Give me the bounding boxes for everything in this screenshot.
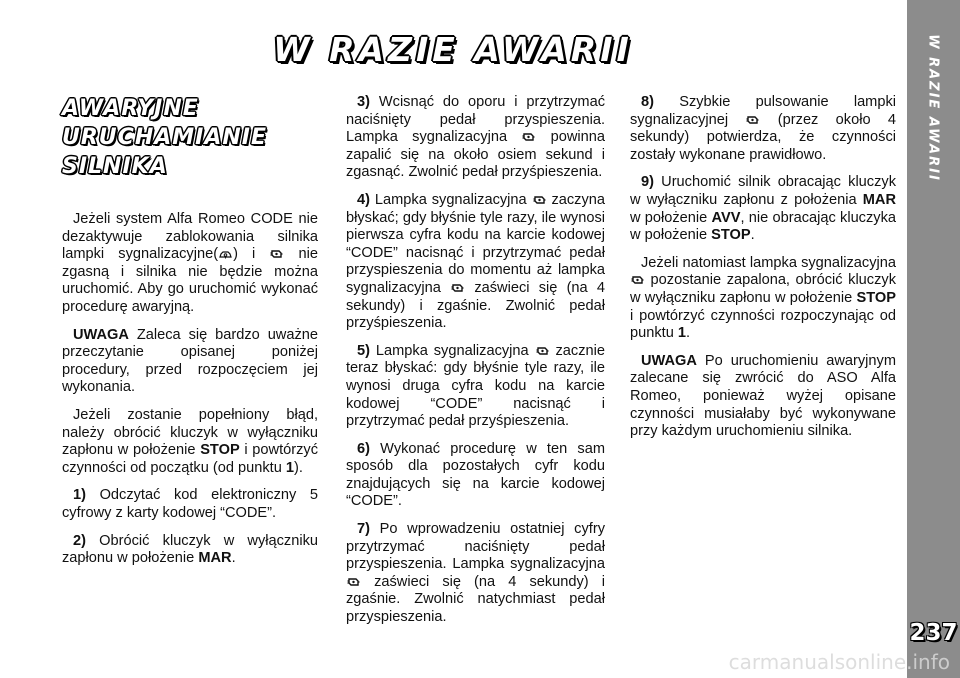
engine-injection-icon — [746, 115, 759, 125]
engine-injection-icon — [347, 577, 360, 587]
step-1: 1) Odczytać kod elektroniczny 5 cyfrowy z karty kodowej “CODE”. — [62, 487, 318, 521]
step-8: 8) Szybkie pulsowanie lampki sygnalizacyjnej (przez około 4 sekundy) potwierdza, że czynności zostały wykonane prawidłowo. — [630, 94, 896, 163]
warning-paragraph: UWAGA Zaleca się bardzo uważne przeczytanie opisanej poniżej procedury, przed rozpoczęciem jej wykonania. — [62, 326, 318, 396]
step-6: 6) Wykonać procedurę w ten sam sposób dla pozostałych cyfr kodu znajdujących się na karcie kodowej “CODE”. — [346, 440, 605, 510]
step-3: 3) Wcisnąć do oporu i przytrzymać naciśnięty pedał przyspieszenia. Lampka sygnalizacyjna powinna zapalić się na około osiem sekund i zgasnąć. Zwolnić pedał przyśpieszenia. — [346, 94, 606, 181]
column-right — [630, 94, 896, 451]
engine-injection-icon — [536, 346, 549, 356]
page-number: 237 — [909, 620, 958, 646]
key-car-icon — [219, 249, 232, 259]
step-4: 4) Lampka sygnalizacyjna zaczyna błyskać; gdy błyśnie tyle razy, ile wynosi pierwsza cyfra kodu na karcie kodowej “CODE” nacisnąć i przytrzymać pedał przyspieszenia do momentu aż lampka sygnalizacyjna zaświeci się (na 4 sekundy) i zgaśnie. Zwolnić pedał przyśpieszenia. — [346, 191, 605, 332]
step-9: 9) Uruchomić silnik obracając kluczyk w wyłączniku zapłonu z położenia MAR w położenie AVV, nie obracając kluczyka w położenie STOP. — [630, 174, 896, 244]
column-left — [62, 94, 318, 578]
engine-injection-icon — [451, 283, 464, 293]
heading-line-1: AWARYJNE — [62, 96, 199, 121]
column-middle — [346, 94, 605, 637]
step-5: 5) Lampka sygnalizacyjna zacznie teraz błyskać: gdy błyśnie tyle razy, ile wynosi druga cyfra kodu na karcie kodowej “CODE” nacisnąć i przytrzymać pedał przyśpieszenia. — [346, 342, 605, 430]
final-warning-paragraph: UWAGA Po uruchomieniu awaryjnym zalecane się zwrócić do ASO Alfa Romeo, ponieważ wyżej opisane czynności musiałaby być wykonywane przy każdym uruchomieniu silnika. — [630, 352, 896, 440]
section-heading — [62, 94, 318, 181]
heading-line-3: SILNIKA — [62, 154, 168, 179]
side-tab-label: W RAZIE AWARII — [925, 34, 941, 182]
step-7: 7) Po wprowadzeniu ostatniej cyfry przytrzymać naciśnięty pedał przyspieszenia. Lampka sygnalizacyjna zaświeci się (na 4 sekundy) i zgaśnie. Zwolnić natychmiast pedał przyspieszenia. — [346, 521, 605, 626]
error-paragraph: Jeżeli zostanie popełniony błąd, należy obrócić kluczyk w wyłączniku zapłonu w położenie STOP i powtórzyć czynności od początku (od punktu 1). — [62, 406, 318, 476]
engine-injection-icon — [631, 275, 644, 285]
engine-injection-icon — [270, 249, 283, 259]
engine-injection-icon — [533, 195, 546, 205]
side-tab — [907, 0, 960, 215]
heading-line-2: URUCHAMIANIE — [62, 125, 267, 150]
watermark: carmanualsonline.info — [728, 650, 950, 674]
intro-paragraph: Jeżeli system Alfa Romeo CODE nie dezaktywuje zablokowania silnika lampki sygnalizacyjne( ) i nie zgasną i silnika nie będzie można uruchomić. Aby go uruchomić wykonać procedurę awaryjną. — [62, 211, 318, 315]
engine-injection-icon — [522, 132, 535, 142]
page-title: W RAZIE AWARII — [273, 30, 633, 69]
step-2: 2) Obrócić kluczyk w wyłączniku zapłonu w położenie MAR. — [62, 532, 318, 567]
lamp-on-paragraph: Jeżeli natomiast lampka sygnalizacyjna pozostanie zapalona, obrócić kluczyk w wyłączniku zapłonu w położenie STOP i powtórzyć czynności rozpoczynając od punktu 1. — [630, 254, 896, 342]
